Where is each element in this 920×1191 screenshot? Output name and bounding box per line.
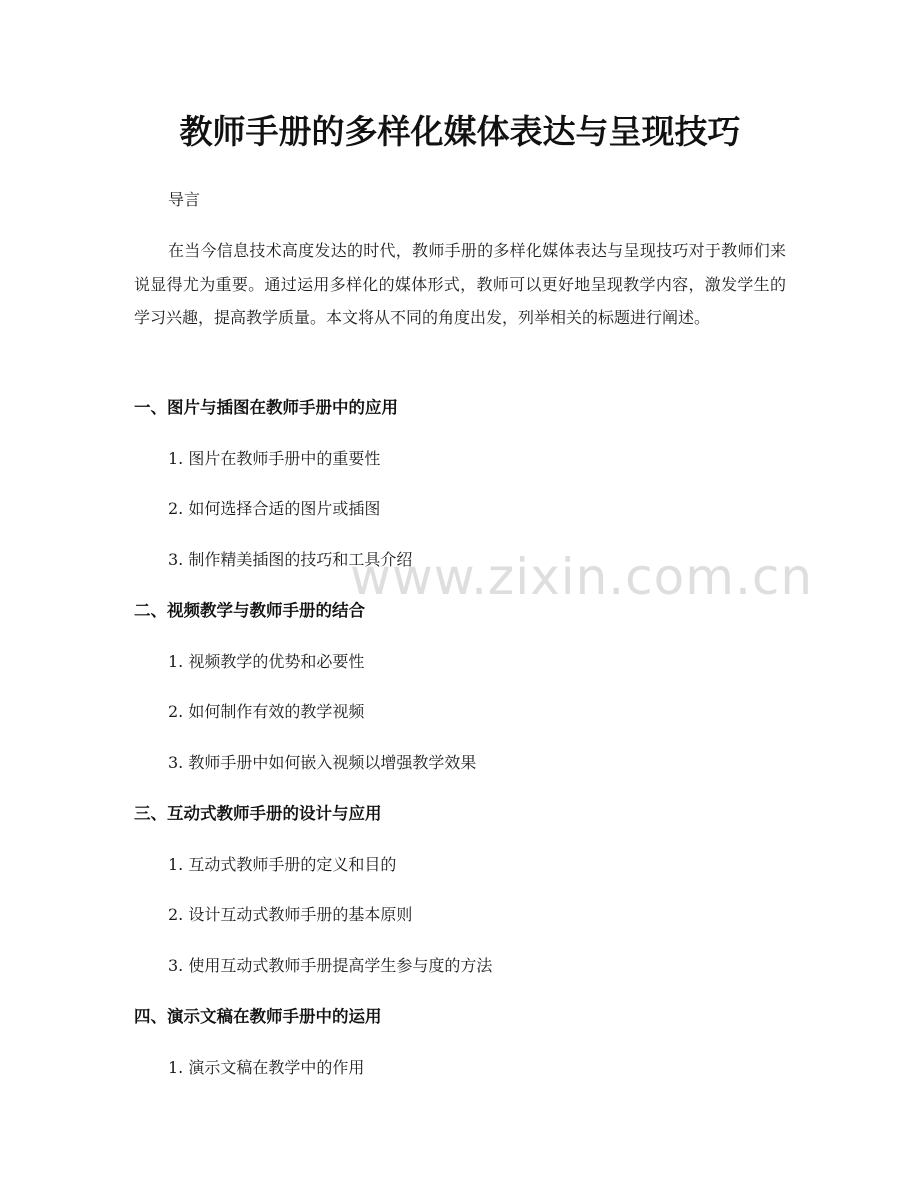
list-item: 1. 互动式教师手册的定义和目的 [168, 855, 397, 874]
list-item: 2. 设计互动式教师手册的基本原则 [168, 905, 413, 924]
list-item: 1. 视频教学的优势和必要性 [168, 652, 365, 671]
section-heading-2: 二、视频教学与教师手册的结合 [134, 601, 365, 620]
list-item: 3. 教师手册中如何嵌入视频以增强教学效果 [168, 753, 477, 772]
list-item: 3. 制作精美插图的技巧和工具介绍 [168, 550, 413, 569]
list-item: 3. 使用互动式教师手册提高学生参与度的方法 [168, 956, 493, 975]
section-heading-3: 三、互动式教师手册的设计与应用 [134, 804, 382, 823]
page-title: 教师手册的多样化媒体表达与呈现技巧 [179, 112, 741, 151]
intro-paragraph: 在当今信息技术高度发达的时代，教师手册的多样化媒体表达与呈现技巧对于教师们来说显得尤为重要。通过运用多样化的媒体形式，教师可以更好地呈现教学内容，激发学生的学习兴趣，提高教学质量。本文将从不同的角度出发，列举相关的标题进行阐述。 [134, 241, 786, 327]
list-item: 1. 图片在教师手册中的重要性 [168, 449, 381, 468]
list-item: 1. 演示文稿在教学中的作用 [168, 1058, 365, 1077]
section-heading-1: 一、图片与插图在教师手册中的应用 [134, 398, 398, 417]
intro-label: 导言 [168, 190, 201, 209]
watermark: www.zixin.com.cn [350, 548, 814, 606]
section-heading-4: 四、演示文稿在教师手册中的运用 [134, 1007, 382, 1026]
list-item: 2. 如何选择合适的图片或插图 [168, 499, 381, 518]
list-item: 2. 如何制作有效的教学视频 [168, 702, 365, 721]
